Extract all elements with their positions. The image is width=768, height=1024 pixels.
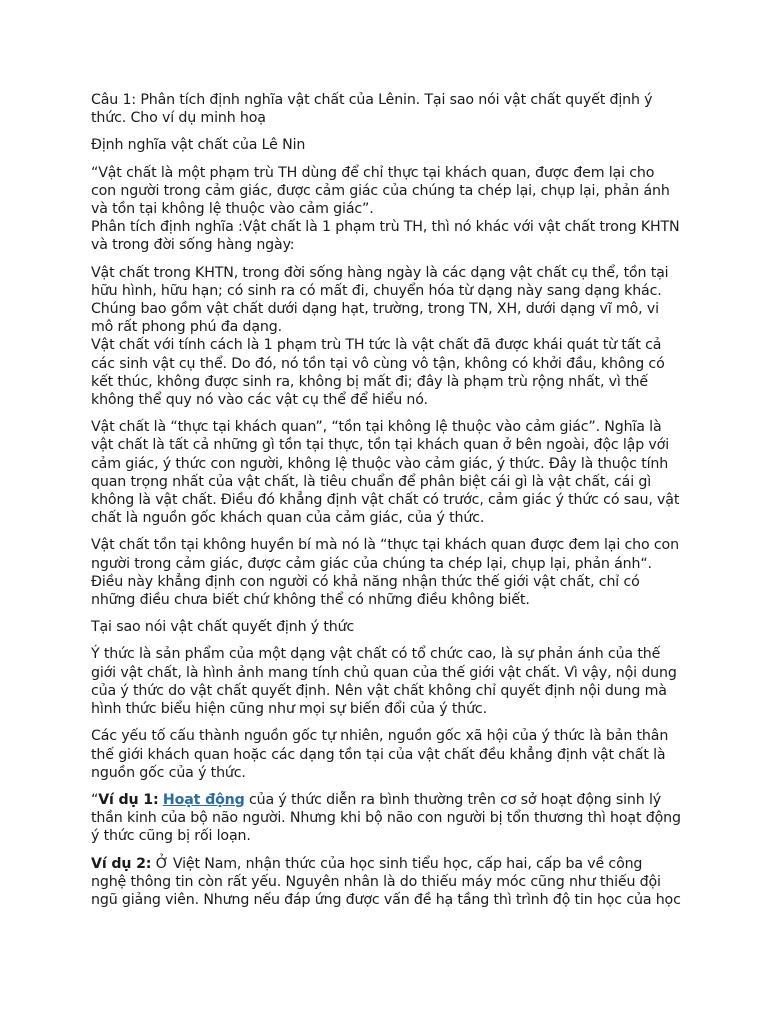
definition-quote: “Vật chất là một phạm trù TH dùng để chỉ thực tại khách quan, được đem lại cho con người trong cảm giác, được cảm giác của chúng ta chép lại, chụp lại, phản ánh và tồn tại không lệ thuộc vào cảm giác”. xyxy=(91,164,670,218)
paragraph-objective-reality: Vật chất là “thực tại khách quan”, “tồn tại không lệ thuộc vào cảm giác”. Nghĩa là vật chất là tất cả những gì tồn tại thực, tồn tại khách quan ở bên ngoài, độc lập với cảm giác, ý thức con người, không lệ thuộc vào cảm giác, ý thức. Đây là thuộc tính quan trọng nhất của vật chất, là tiêu chuẩn để phân biệt cái gì là vật chất, cái gì không là vật chất. Điều đó khẳng định vật chất có trước, cảm giác ý thức có sau, vật chất là nguồn gốc khách quan của cảm giác, của ý thức. xyxy=(91,419,680,527)
paragraph-philosophy: Vật chất với tính cách là 1 phạm trù TH tức là vật chất đã được khái quát từ tất cả các sinh vật cụ thể. Do đó, nó tồn tại vô cùng vô tận, không có khởi đầu, không có kết thúc, không được sinh ra, không bị mất đi; đây là phạm trù rộng nhất, vì thế không thể quy nó vào các vật cụ thể để hiểu nó. xyxy=(91,337,665,409)
example-2-text: Ở Việt Nam, nhận thức của học sinh tiểu học, cấp hai, cấp ba về công nghệ thông tin còn rất yếu. Nguyên nhân là do thiếu máy móc cũng như thiếu đội ngũ giảng viên. Nhưng nếu đáp ứng được vấn đề hạ tầng thì trình độ tin học của học xyxy=(91,855,681,908)
document-body xyxy=(91,91,681,918)
example-1-label: Ví dụ 1: xyxy=(98,791,159,808)
hoat-dong-link[interactable]: Hoạt động xyxy=(162,791,245,808)
example-1-open-quote: “ xyxy=(91,791,99,808)
example-1-text: của ý thức diễn ra bình thường trên cơ sở hoạt động sinh lý thần kinh của bộ não người. Nhưng khi bộ não con người bị tổn thương thì hoạt động ý thức cũng bị rối loạn. xyxy=(91,791,681,845)
analysis-intro: Phân tích định nghĩa :Vật chất là 1 phạm trù TH, thì nó khác với vật chất trong KHTN và trong đời sống hàng ngày: xyxy=(91,219,680,254)
paragraph-khtn: Vật chất trong KHTN, trong đời sống hàng ngày là các dạng vật chất cụ thể, tồn tại hữu hình, hữu hạn; có sinh ra có mất đi, chuyển hóa từ dạng này sang dạng khác. Chúng bao gồm vật chất dưới dạng hạt, trường, trong TN, XH, dưới dạng vĩ mô, vi mô rất phong phú đa dạng. xyxy=(91,264,669,336)
why-heading: Tại sao nói vật chất quyết định ý thức xyxy=(91,619,355,636)
example-2 xyxy=(91,855,681,910)
example-2-label: Ví dụ 2: xyxy=(91,855,152,872)
definition-heading: Định nghĩa vật chất của Lê Nin xyxy=(91,137,306,154)
paragraph-origins: Các yếu tố cấu thành nguồn gốc tự nhiên, nguồn gốc xã hội của ý thức là bản thân thế giới khách quan hoặc các dạng tồn tại của vật chất đều khẳng định vật chất là nguồn gốc của ý thức. xyxy=(91,728,669,781)
question-title: Câu 1: Phân tích định nghĩa vật chất của Lênin. Tại sao nói vật chất quyết định ý thức. Cho ví dụ minh hoạ xyxy=(91,92,653,127)
paragraph-not-mystical: Vật chất tồn tại không huyền bí mà nó là “thực tại khách quan được đem lại cho con người trong cảm giác, được cảm giác của chúng ta chép lại, chụp lại, phản ánh“. Điều này khẳng định con người có khả năng nhận thức thế giới vật chất, chỉ có những điều chưa biết chứ không thể có những điều không biết. xyxy=(91,537,679,609)
example-1 xyxy=(91,791,681,846)
paragraph-consciousness: Ý thức là sản phẩm của một dạng vật chất có tổ chức cao, là sự phản ánh của thế giới vật chất, là hình ảnh mang tính chủ quan của thế giới vật chất. Vì vậy, nội dung của ý thức do vật chất quyết định. Nên vật chất không chỉ quyết định nội dung mà hình thức biểu hiện cũng như mọi sự biến đổi của ý thức. xyxy=(91,646,677,718)
